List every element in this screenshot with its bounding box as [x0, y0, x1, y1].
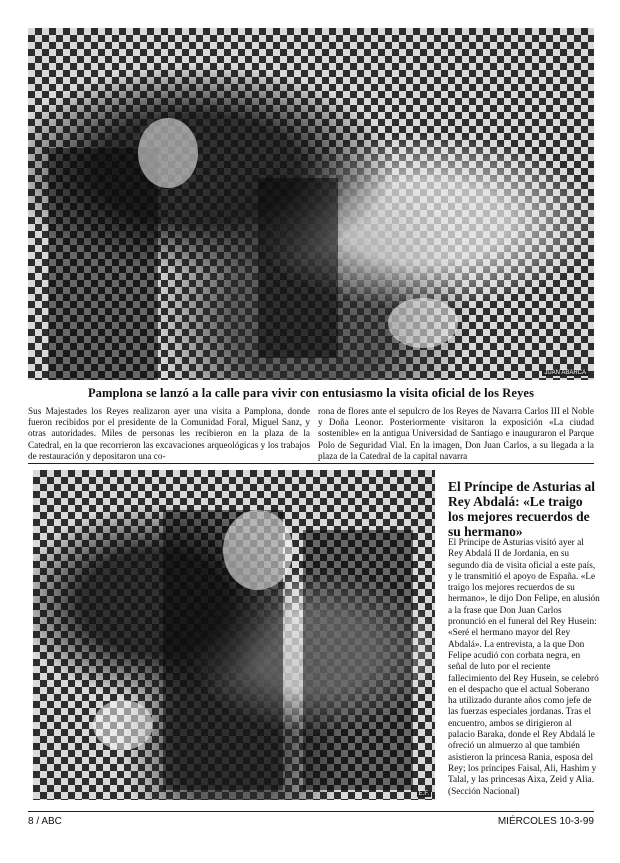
- issue-date: MIÉRCOLES 10-3-99: [497, 816, 594, 827]
- story-text-2: rona de flores ante el sepulcro de los Reyes de Navarra Carlos III el Noble y Doña Leonor. Posteriormente visitaron la exposición «La ciudad sostenible» en la antigua Universidad de Santiago e inauguraron el Parque Polo de Seguridad Vial. En la imagen, Don Juan Carlos, a su llegada a la plaza de la Catedral de la capital navarra: [318, 406, 594, 461]
- story-text-1: Sus Majestades los Reyes realizaron ayer una visita a Pamplona, donde fueron recibidos por el presidente de la Comunidad Foral, Miguel Sanz, y otras autoridades. Miles de personas les recibieron en la plaza de la Catedral, en la que recorrieron las excavaciones arqueológicas y los trabajos de restauración y depositaron una co-: [28, 406, 310, 461]
- side-headline: El Príncipe de Asturias al Rey Abdalá: «Le traigo los mejores recuerdos de su hermano»: [448, 479, 596, 539]
- photo-caption: Pamplona se lanzó a la calle para vivir con entusiasmo la visita oficial de los Reyes: [87, 386, 535, 400]
- section-divider: [28, 463, 594, 464]
- story-column-2: [318, 406, 594, 462]
- page-number: 8 / ABC: [28, 816, 62, 827]
- footer-rule: [28, 811, 594, 812]
- photo-prince-abdala: [33, 470, 435, 800]
- side-body: El Príncipe de Asturias visitó ayer al Rey Abdalá II de Jordania, en su segundo día de visita oficial a este país, y le transmitió el apoyo de España. «Le traigo los mejores recuerdos de su hermano», le dijo Don Felipe, en alusión a la frase que Don Juan Carlos pronunció en el funeral del Rey Husein: «Seré el hermano mayor del Rey Abdalá». La entrevista, a la que Don Felipe acudió con corbata negra, en señal de luto por el reciente fallecimiento del Rey Husein, se celebró en el despacho que el actual Soberano ha utilizado durante años como jefe de las fuerzas especiales jordanas. Tras el encuentro, ambos se dirigieron al palacio Baraka, donde el Rey Abdalá le ofreció un almuerzo al que también asistieron la princesa Rania, esposa del Rey; los príncipes Faisal, Ali, Hashim y Talal, y las princesas Aixa, Zeid y Alia. (Sección Nacional): [448, 538, 600, 797]
- photo-credit: JUAN ABARCA: [544, 370, 586, 376]
- photo-pamplona-visit: [28, 28, 594, 380]
- story-column-1: [28, 406, 310, 462]
- photo-credit-2: E.F.: [418, 791, 429, 797]
